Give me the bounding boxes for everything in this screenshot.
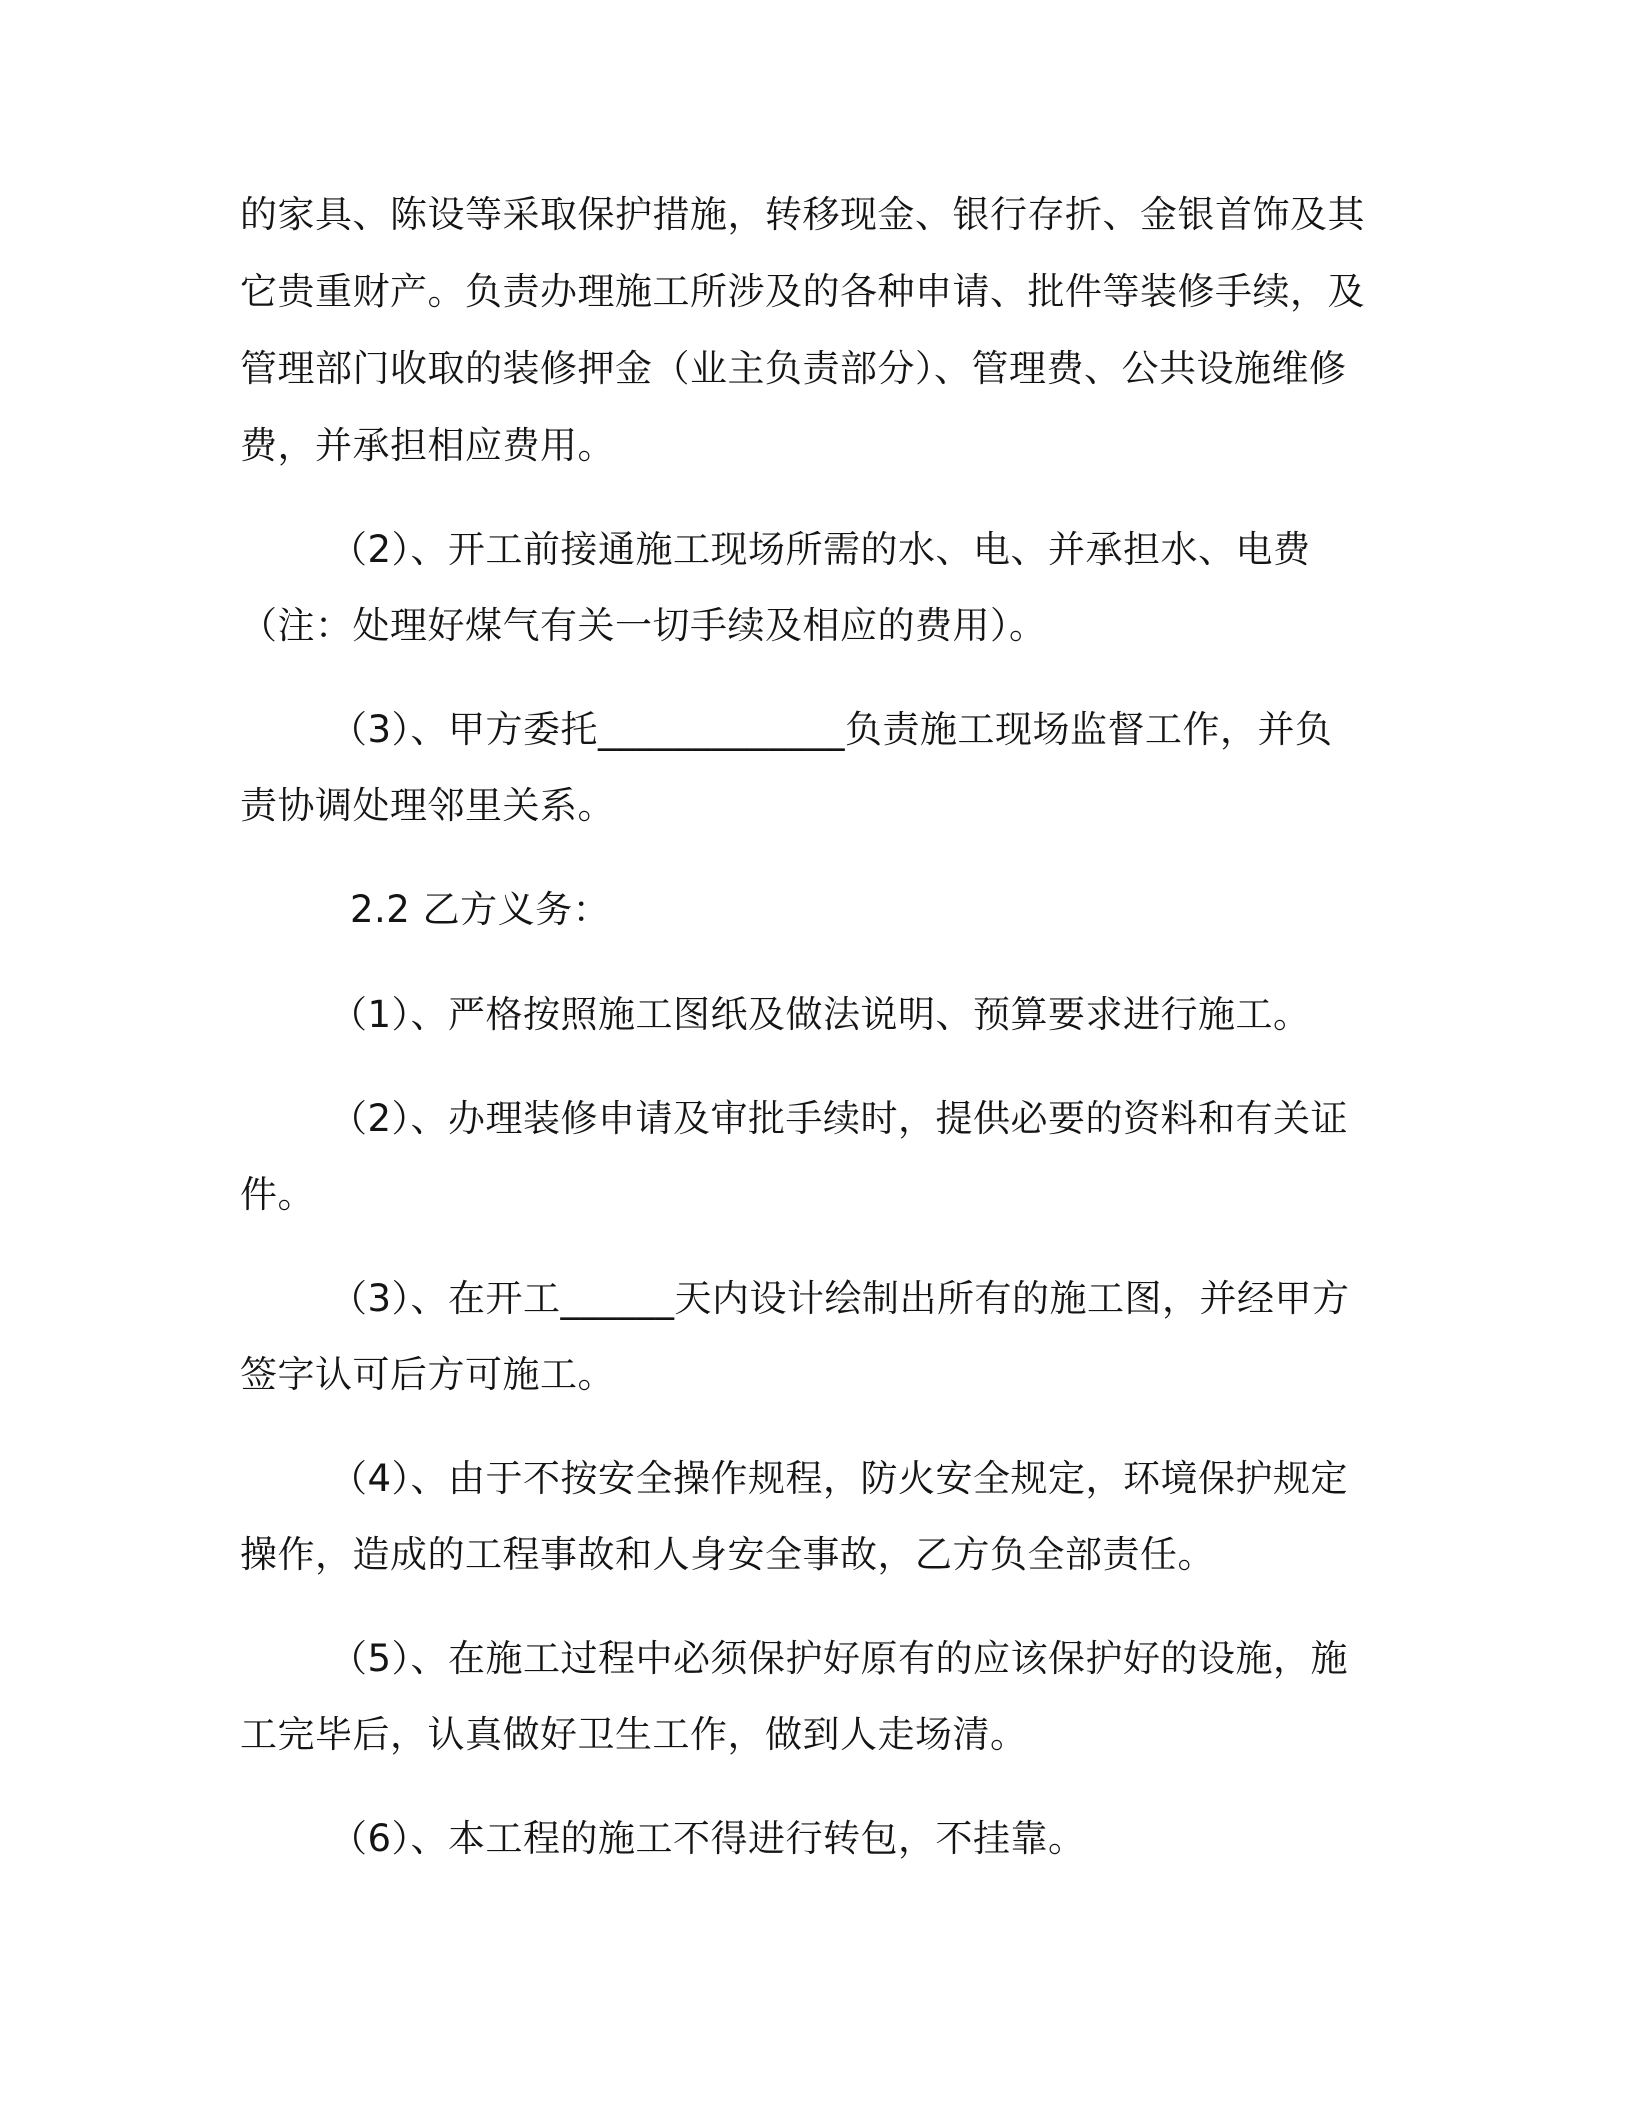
item-b3-line-1: （3）、在开工______天内设计绘制出所有的施工图，并经甲方 — [330, 1277, 1350, 1320]
item-b4-line-2: 操作，造成的工程事故和人身安全事故，乙方负全部责任。 — [240, 1533, 1215, 1576]
item-a3-line-2: 责协调处理邻里关系。 — [240, 784, 615, 827]
para1-line-2: 它贵重财产。负责办理施工所涉及的各种申请、批件等装修手续，及 — [240, 270, 1365, 313]
para1-line-4: 费，并承担相应费用。 — [240, 424, 615, 467]
section-2-2-heading: 2.2 乙方义务： — [350, 888, 611, 931]
item-a3-line-1: （3）、甲方委托_____________负责施工现场监督工作，并负 — [330, 708, 1333, 751]
item-b5-line-2: 工完毕后，认真做好卫生工作，做到人走场清。 — [240, 1713, 1028, 1756]
item-b6-line-1: （6）、本工程的施工不得进行转包，不挂靠。 — [330, 1817, 1086, 1860]
para1-line-3: 管理部门收取的装修押金（业主负责部分）、管理费、公共设施维修 — [240, 347, 1347, 390]
item-b5-line-1: （5）、在施工过程中必须保护好原有的应该保护好的设施，施 — [330, 1637, 1349, 1680]
para1-line-1: 的家具、陈设等采取保护措施，转移现金、银行存折、金银首饰及其 — [240, 193, 1365, 236]
item-a2-line-1: （2）、开工前接通施工现场所需的水、电、并承担水、电费 — [330, 528, 1311, 571]
item-a2-line-2: （注：处理好煤气有关一切手续及相应的费用）。 — [240, 604, 1047, 647]
item-b4-line-1: （4）、由于不按安全操作规程，防火安全规定，环境保护规定 — [330, 1457, 1349, 1500]
item-b2-line-2: 件。 — [240, 1173, 315, 1216]
item-b3-line-2: 签字认可后方可施工。 — [240, 1353, 615, 1396]
item-b2-line-1: （2）、办理装修申请及审批手续时，提供必要的资料和有关证 — [330, 1097, 1349, 1140]
item-b1-line-1: （1）、严格按照施工图纸及做法说明、预算要求进行施工。 — [330, 993, 1311, 1036]
